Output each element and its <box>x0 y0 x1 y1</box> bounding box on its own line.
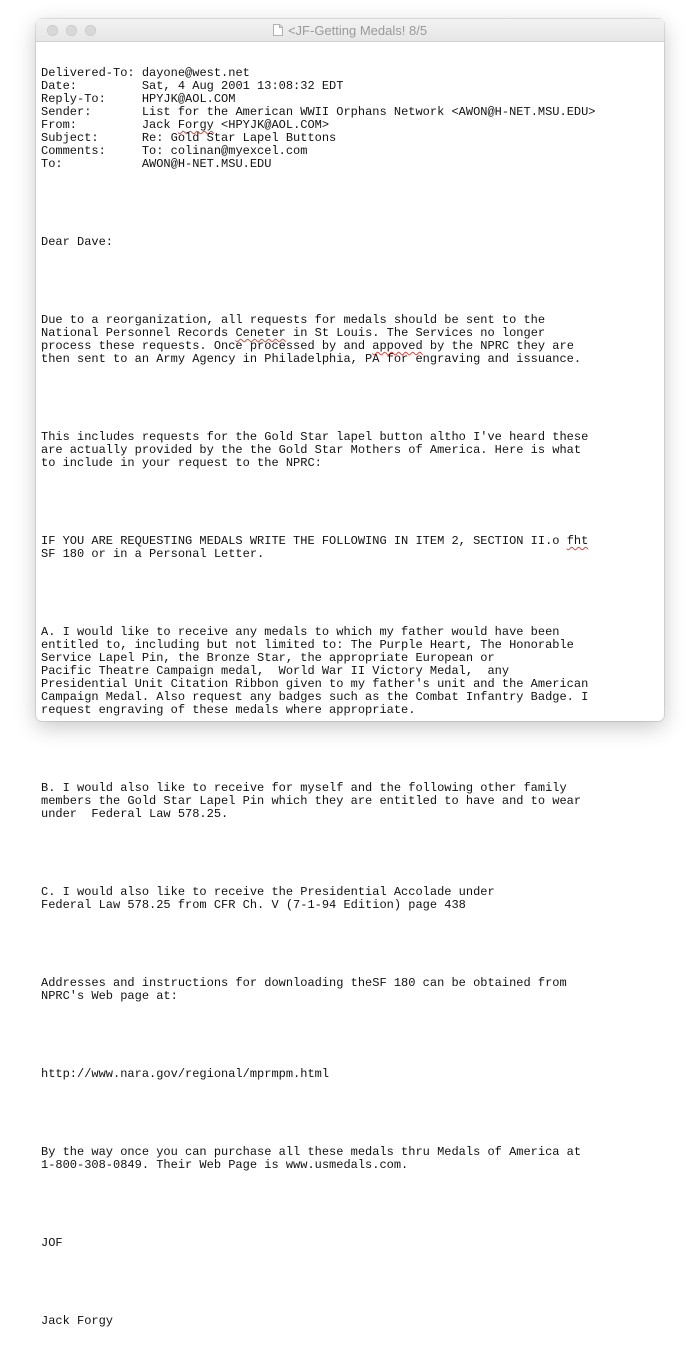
text-line: SF 180 or in a Personal Letter. <box>41 547 265 561</box>
paragraph <box>41 535 660 561</box>
text-line: NPRC's Web page at: <box>41 989 178 1003</box>
text-line: National Personnel Records Ceneter in St Louis. The Services no longer <box>41 326 546 340</box>
text-line: C. I would also like to receive the Presidential Accolade under <box>41 885 495 899</box>
text-line: members the Gold Star Lapel Pin which they are entitled to have and to wear <box>41 794 582 808</box>
header-value: Jack Forgy <HPYJK@AOL.COM> <box>141 118 330 132</box>
text-line: process these requests. Once processed by and appoved by the NPRC they are <box>41 339 574 353</box>
text-line: A. I would like to receive any medals to which my father would have been <box>41 625 560 639</box>
window-title-text: <JF-Getting Medals! 8/5 <box>287 22 428 38</box>
header-name: Date: <box>41 79 142 93</box>
spellcheck-word: Ceneter <box>235 326 286 340</box>
paragraph <box>41 1146 660 1172</box>
url-link[interactable]: http://www.nara.gov/regional/mprmpm.html <box>41 1067 330 1081</box>
document-icon <box>273 24 283 36</box>
text-line: Due to a reorganization, all requests for medals should be sent to the <box>41 313 546 327</box>
text-line: Presidential Unit Citation Ribbon given to my father's unit and the American <box>41 677 589 691</box>
text-line: under Federal Law 578.25. <box>41 807 229 821</box>
header-block <box>41 67 660 171</box>
header-value: List for the American WWII Orphans Network <AWON@H-NET.MSU.EDU> <box>141 105 596 119</box>
window-title <box>36 19 664 41</box>
header-value: dayone@west.net <box>141 66 250 80</box>
paragraph-a <box>41 626 660 717</box>
text-line: By the way once you can purchase all these medals thru Medals of America at <box>41 1145 582 1159</box>
spellcheck-word: fht <box>566 534 589 548</box>
text-line: B. I would also like to receive for myself and the following other family <box>41 781 567 795</box>
text-line: IF YOU ARE REQUESTING MEDALS WRITE THE FOLLOWING IN ITEM 2, SECTION II.o fht <box>41 534 589 548</box>
header-name: To: <box>41 157 142 171</box>
header-value: HPYJK@AOL.COM <box>141 92 236 106</box>
signature: Jack Forgy <box>41 1314 114 1328</box>
header-line <box>41 158 660 171</box>
message-body[interactable] <box>41 41 660 1328</box>
header-name: Subject: <box>41 131 142 145</box>
text-line: Addresses and instructions for downloading theSF 180 can be obtained from <box>41 976 567 990</box>
mail-window <box>36 19 664 1328</box>
text-line: are actually provided by the the Gold Star Mothers of America. Here is what <box>41 443 582 457</box>
header-name: Sender: <box>41 105 142 119</box>
paragraph <box>41 977 660 1003</box>
paragraph-b <box>41 782 660 821</box>
header-name: Delivered-To: <box>41 66 142 80</box>
spellcheck-word: Forgy <box>177 118 214 132</box>
header-name: Comments: <box>41 144 142 158</box>
header-value: AWON@H-NET.MSU.EDU <box>141 157 272 171</box>
paragraph-c <box>41 886 660 912</box>
text-line: then sent to an Army Agency in Philadelphia, PA for engraving and issuance. <box>41 352 582 366</box>
header-value: To: colinan@myexcel.com <box>141 144 308 158</box>
text-line: 1-800-308-0849. Their Web Page is www.usmedals.com. <box>41 1158 409 1172</box>
text-line: to include in your request to the NPRC: <box>41 456 322 470</box>
greeting: Dear Dave: <box>41 235 114 249</box>
text-line: This includes requests for the Gold Star lapel button altho I've heard these <box>41 430 589 444</box>
spellcheck-word: appoved <box>372 339 423 353</box>
header-name: From: <box>41 118 142 132</box>
text-line: Campaign Medal. Also request any badges such as the Combat Infantry Badge. I <box>41 690 589 704</box>
text-line: request engraving of these medals where appropriate. <box>41 703 416 717</box>
text-line: Service Lapel Pin, the Bronze Star, the appropriate European or <box>41 651 495 665</box>
text-line: Pacific Theatre Campaign medal, World War II Victory Medal, any <box>41 664 510 678</box>
header-value: Sat, 4 Aug 2001 13:08:32 EDT <box>141 79 344 93</box>
text-line: Federal Law 578.25 from CFR Ch. V (7-1-94 Edition) page 438 <box>41 898 466 912</box>
message-text <box>41 41 660 1354</box>
header-name: Reply-To: <box>41 92 142 106</box>
header-value: Re: Gold Star Lapel Buttons <box>141 131 337 145</box>
paragraph <box>41 314 660 366</box>
initials: JOF <box>41 1236 63 1250</box>
text-line: entitled to, including but not limited to: The Purple Heart, The Honorable <box>41 638 574 652</box>
title-bar[interactable] <box>36 19 664 42</box>
paragraph <box>41 431 660 470</box>
